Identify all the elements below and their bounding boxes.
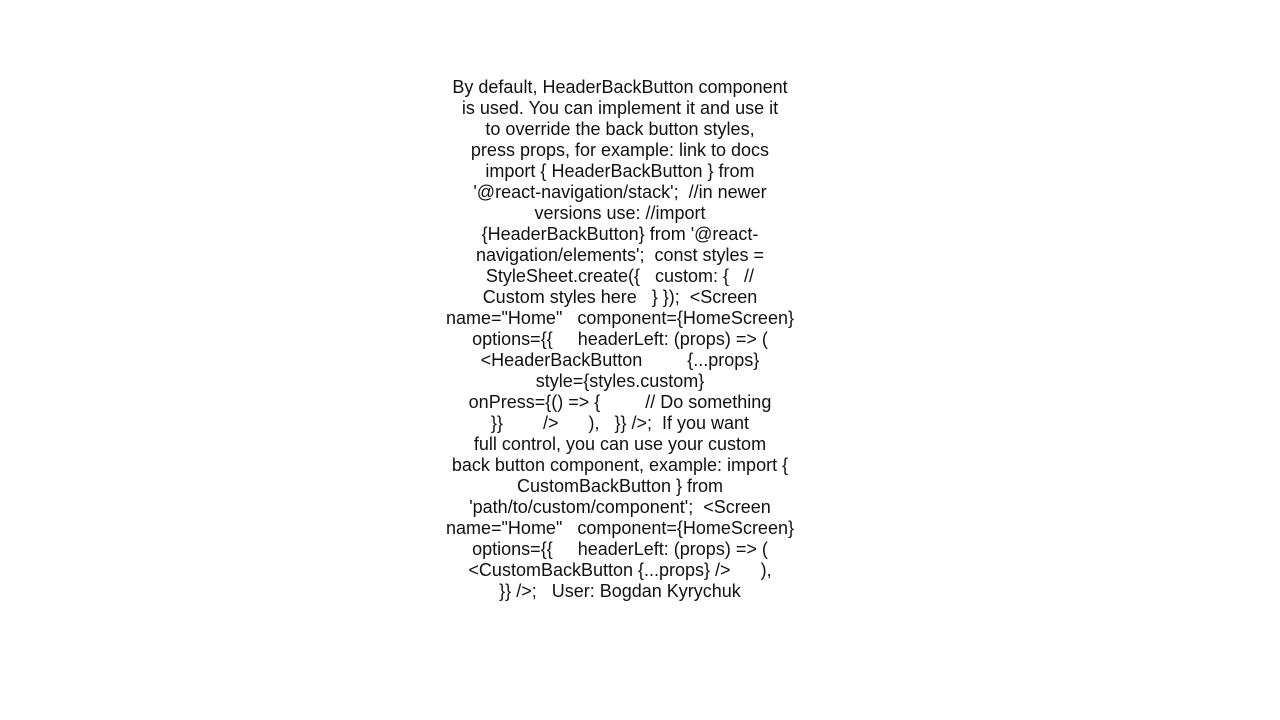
message-line: {HeaderBackButton} from '@react- bbox=[481, 224, 759, 244]
message-text-block bbox=[440, 77, 800, 602]
message-line: 'path/to/custom/component'; <Screen bbox=[469, 497, 771, 517]
message-line: <HeaderBackButton {...props} bbox=[480, 350, 760, 370]
message-line: press props, for example: link to docs bbox=[470, 140, 770, 160]
message-line: onPress={() => { // Do something bbox=[468, 392, 772, 412]
message-line: '@react-navigation/stack'; //in newer bbox=[473, 182, 767, 202]
message-line: name="Home" component={HomeScreen} bbox=[446, 308, 794, 328]
message-line: By default, HeaderBackButton component bbox=[452, 77, 788, 97]
message-line: name="Home" component={HomeScreen} bbox=[446, 518, 794, 538]
message-line: is used. You can implement it and use it bbox=[461, 98, 779, 118]
message-line: CustomBackButton } from bbox=[516, 476, 724, 496]
message-line: StyleSheet.create({ custom: { // bbox=[485, 266, 755, 286]
message-line: options={{ headerLeft: (props) => ( bbox=[472, 539, 768, 559]
message-line: }} /> ), }} />; If you want bbox=[490, 413, 750, 433]
message-line: to override the back button styles, bbox=[485, 119, 755, 139]
message-line: back button component, example: import { bbox=[451, 455, 789, 475]
message-line: import { HeaderBackButton } from bbox=[485, 161, 755, 181]
message-line: style={styles.custom} bbox=[535, 371, 705, 391]
message-line: navigation/elements'; const styles = bbox=[475, 245, 765, 265]
message-line: }} />; User: Bogdan Kyrychuk bbox=[499, 581, 741, 601]
message-line: options={{ headerLeft: (props) => ( bbox=[472, 329, 768, 349]
message-line: versions use: //import bbox=[534, 203, 706, 223]
message-line: Custom styles here } }); <Screen bbox=[482, 287, 758, 307]
message-line: <CustomBackButton {...props} /> ), bbox=[468, 560, 772, 580]
message-line: full control, you can use your custom bbox=[473, 434, 767, 454]
